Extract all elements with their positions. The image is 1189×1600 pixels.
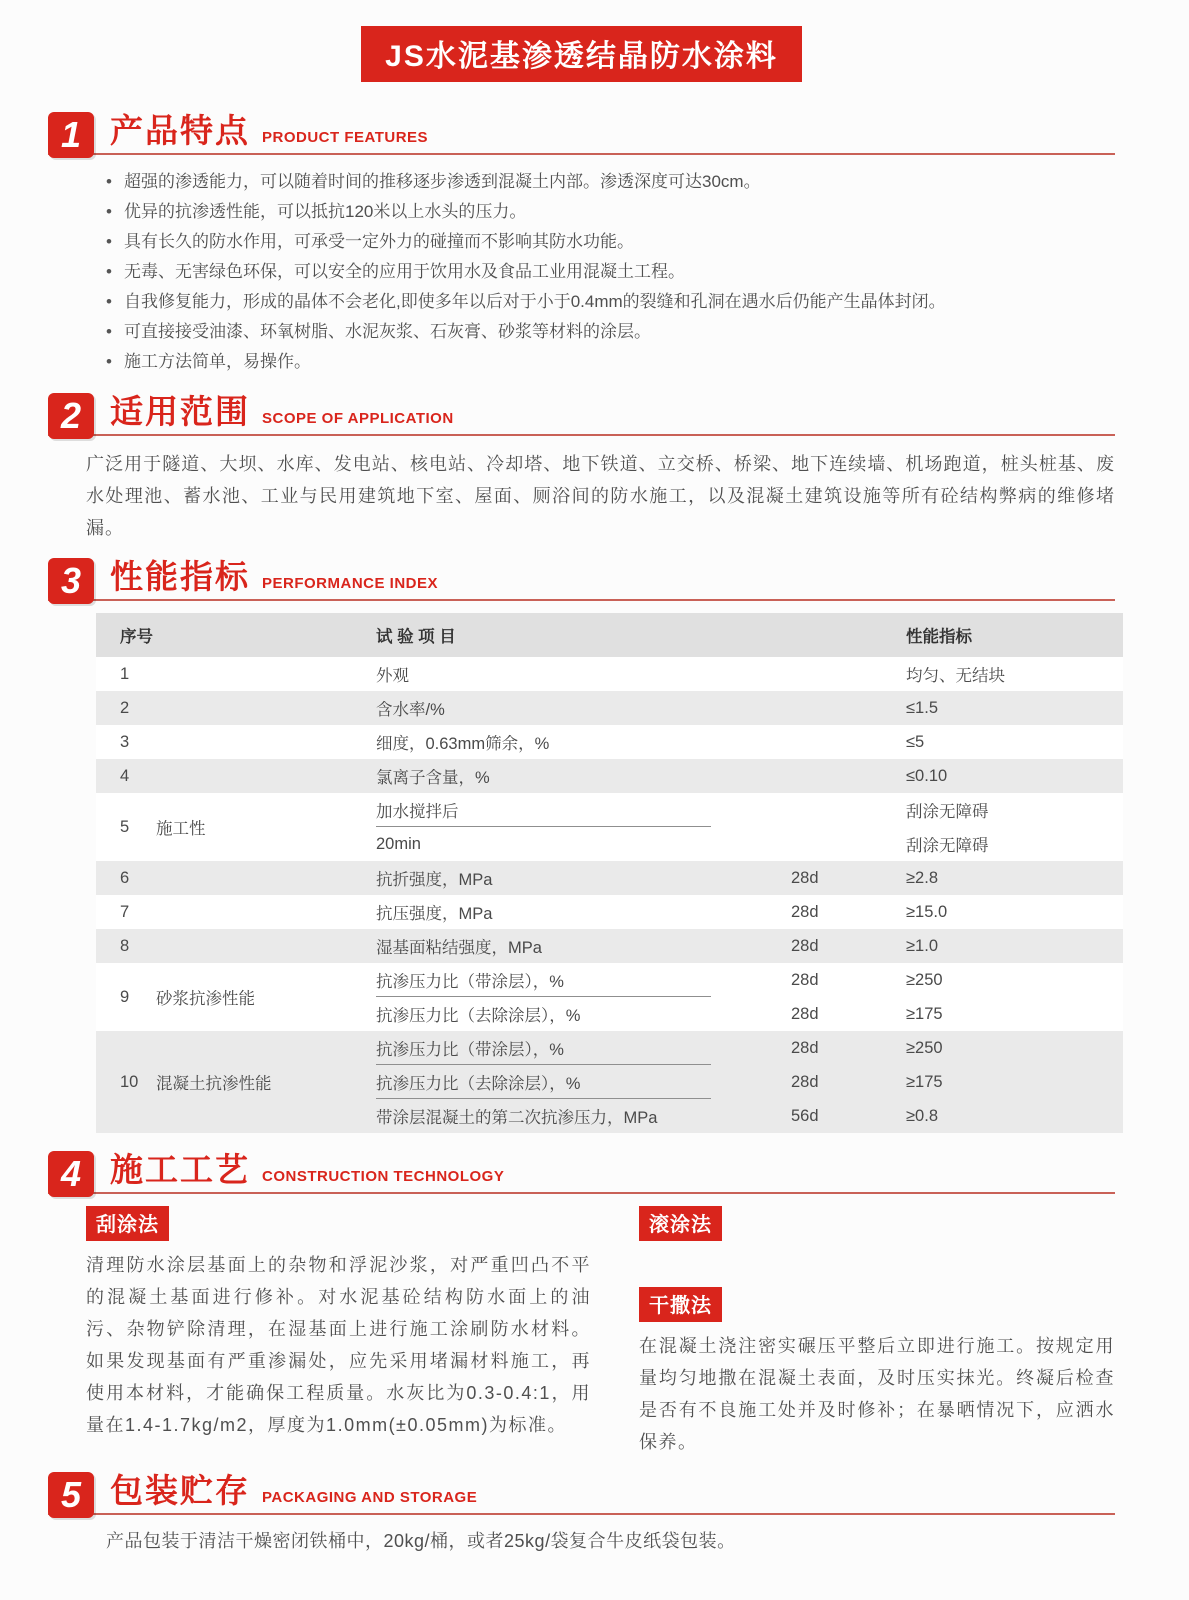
row-item-line <box>376 1031 1123 1065</box>
table-row <box>96 657 1123 691</box>
age-cell: 28d <box>791 1072 819 1091</box>
row-items <box>376 895 1123 929</box>
feature-item: • 可直接接受油漆、环氧树脂、水泥灰浆、石灰膏、砂浆等材料的涂层。 <box>106 317 1115 347</box>
row-items <box>376 1031 1123 1133</box>
row-number-cell: 6 <box>120 868 130 887</box>
section-title: 施工工艺 <box>110 1151 250 1188</box>
row-items <box>376 691 1123 725</box>
index-value-cell: ≤5 <box>906 732 925 751</box>
row-items <box>376 725 1123 759</box>
row-items <box>376 929 1123 963</box>
row-item-line <box>376 759 1123 793</box>
index-value-cell: ≥175 <box>906 1004 943 1023</box>
age-cell <box>791 657 906 691</box>
row-group-cell <box>156 895 376 929</box>
section-number-badge: 2 <box>48 393 94 439</box>
age-cell <box>791 827 906 861</box>
test-item-cell: 加水搅拌后 <box>376 793 791 827</box>
method-roll-dry <box>639 1206 1115 1458</box>
row-item-line <box>376 657 1123 691</box>
age-cell: 28d <box>791 936 819 955</box>
section-subtitle: PACKAGING AND STORAGE <box>262 1489 478 1506</box>
section-title: 性能指标 <box>110 558 250 595</box>
row-item-line <box>376 691 1123 725</box>
row-item-line <box>376 1065 1123 1099</box>
row-group-cell <box>156 691 376 725</box>
row-item-line <box>376 827 1123 861</box>
test-item-cell: 抗压强度，MPa <box>376 905 493 923</box>
row-item-line <box>376 997 1123 1031</box>
test-item-cell: 氯离子含量，% <box>376 769 490 787</box>
age-cell <box>791 725 906 759</box>
table-row <box>96 895 1123 929</box>
dry-method-text: 在混凝土浇注密实碾压平整后立即进行施工。按规定用量均匀地撒在混凝土表面，及时压实抹光。终凝后检查是否有不良施工处并及时修补；在暴晒情况下，应洒水保养。 <box>639 1336 1115 1452</box>
row-group-cell: 砂浆抗渗性能 <box>156 990 255 1008</box>
section-title: 适用范围 <box>110 393 250 430</box>
row-number-cell: 2 <box>120 698 130 717</box>
index-value-cell: 刮涂无障碍 <box>906 803 989 821</box>
scope-paragraph: 广泛用于隧道、大坝、水库、发电站、核电站、冷却塔、地下铁道、立交桥、桥梁、地下连续墙、机场跑道，桩头桩基、废水处理池、蓄水池、工业与民用建筑地下室、屋面、厕浴间的防水施工，以及混凝土建筑设施等所有砼结构弊病的维修堵漏。 <box>86 454 1115 538</box>
test-item-cell: 外观 <box>376 667 409 685</box>
section-subtitle: CONSTRUCTION TECHNOLOGY <box>262 1168 505 1185</box>
table-row <box>96 861 1123 895</box>
index-value-cell: 均匀、无结块 <box>906 667 1005 685</box>
table-row <box>96 759 1123 793</box>
test-item-cell: 湿基面粘结强度，MPa <box>376 939 542 957</box>
index-value-cell: ≥1.0 <box>906 936 938 955</box>
section-header-packaging <box>48 1472 1115 1515</box>
age-cell: 28d <box>791 868 819 887</box>
section-header-performance <box>48 558 1115 601</box>
test-item-cell: 抗渗压力比（带涂层），% <box>376 1031 791 1065</box>
table-row <box>96 963 1123 1031</box>
test-item-cell: 细度，0.63mm筛余，% <box>376 735 550 753</box>
row-items <box>376 861 1123 895</box>
row-number-cell: 10 <box>120 1072 139 1091</box>
index-value-cell: 刮涂无障碍 <box>906 837 989 855</box>
test-item-cell: 抗渗压力比（去除涂层），% <box>376 1007 581 1025</box>
column-header-test: 试 验 项 目 <box>376 628 456 646</box>
test-item-cell: 抗渗压力比（带涂层），% <box>376 963 791 997</box>
age-cell <box>791 759 906 793</box>
index-value-cell: ≥2.8 <box>906 868 938 887</box>
table-row <box>96 691 1123 725</box>
age-cell <box>791 691 906 725</box>
row-items <box>376 963 1123 1031</box>
row-item-line <box>376 725 1123 759</box>
index-value-cell: ≥0.8 <box>906 1106 938 1125</box>
table-body <box>96 657 1123 1133</box>
section-header-scope <box>48 393 1115 436</box>
feature-item: • 具有长久的防水作用，可承受一定外力的碰撞而不影响其防水功能。 <box>106 227 1115 257</box>
age-cell: 28d <box>791 1004 819 1023</box>
test-item-cell: 抗折强度，MPa <box>376 871 493 889</box>
row-number-cell: 5 <box>120 817 130 836</box>
test-item-cell: 抗渗压力比（去除涂层），% <box>376 1065 791 1099</box>
scrape-method-badge: 刮涂法 <box>86 1206 169 1241</box>
row-item-line <box>376 793 1123 827</box>
column-header-no: 序号 <box>120 628 153 646</box>
age-cell: 28d <box>791 1038 819 1057</box>
method-scrape <box>86 1206 591 1458</box>
index-value-cell: ≥175 <box>906 1072 943 1091</box>
column-header-index: 性能指标 <box>906 628 972 646</box>
index-value-cell: ≤0.10 <box>906 766 948 785</box>
table-row <box>96 793 1123 861</box>
age-cell <box>791 793 906 827</box>
page-title: JS水泥基渗透结晶防水涂料 <box>361 26 802 82</box>
row-items <box>376 759 1123 793</box>
row-group-cell <box>156 861 376 895</box>
section-number-badge: 1 <box>48 112 94 158</box>
row-item-line <box>376 963 1123 997</box>
spacer <box>639 1241 1115 1287</box>
test-item-cell: 20min <box>376 834 421 853</box>
section-title: 包装贮存 <box>110 1472 250 1509</box>
row-number-cell: 8 <box>120 936 130 955</box>
section-subtitle: SCOPE OF APPLICATION <box>262 410 454 427</box>
section-subtitle: PERFORMANCE INDEX <box>262 575 439 592</box>
performance-table <box>96 613 1123 1133</box>
index-value-cell: ≤1.5 <box>906 698 938 717</box>
age-cell: 28d <box>791 970 819 989</box>
dry-method-badge: 干撒法 <box>639 1287 722 1322</box>
construction-methods <box>86 1206 1115 1458</box>
row-group-cell <box>156 725 376 759</box>
feature-item: • 施工方法简单，易操作。 <box>106 347 1115 377</box>
section-header-features <box>48 112 1115 155</box>
age-cell: 28d <box>791 902 819 921</box>
index-value-cell: ≥250 <box>906 970 943 989</box>
section-number-badge: 5 <box>48 1472 94 1518</box>
feature-item: • 自我修复能力，形成的晶体不会老化,即使多年以后对于小于0.4mm的裂缝和孔洞在遇水后仍能产生晶体封闭。 <box>106 287 1115 317</box>
feature-item: • 无毒、无害绿色环保，可以安全的应用于饮用水及食品工业用混凝土工程。 <box>106 257 1115 287</box>
row-item-line <box>376 861 1123 895</box>
table-header-row <box>96 613 1123 657</box>
feature-item: • 超强的渗透能力，可以随着时间的推移逐步渗透到混凝土内部。渗透深度可达30cm。 <box>106 167 1115 197</box>
section-number-badge: 4 <box>48 1151 94 1197</box>
test-item-cell: 含水率/% <box>376 701 445 719</box>
roll-method-badge: 滚涂法 <box>639 1206 722 1241</box>
age-cell: 56d <box>791 1106 819 1125</box>
table-row <box>96 929 1123 963</box>
row-group-cell <box>156 657 376 691</box>
row-number-cell: 7 <box>120 902 130 921</box>
table-row <box>96 725 1123 759</box>
feature-item: • 优异的抗渗透性能，可以抵抗120米以上水头的压力。 <box>106 197 1115 227</box>
row-group-cell <box>156 929 376 963</box>
row-group-cell <box>156 759 376 793</box>
section-header-construction <box>48 1151 1115 1194</box>
table-row <box>96 1031 1123 1133</box>
index-value-cell: ≥250 <box>906 1038 943 1057</box>
row-number-cell: 9 <box>120 987 130 1006</box>
row-number-cell: 3 <box>120 732 130 751</box>
row-items <box>376 793 1123 861</box>
row-number-cell: 4 <box>120 766 130 785</box>
row-item-line <box>376 895 1123 929</box>
row-group-cell: 施工性 <box>156 820 206 838</box>
section-title: 产品特点 <box>110 112 250 149</box>
packaging-paragraph: 产品包装于清洁干燥密闭铁桶中，20kg/桶，或者25kg/袋复合牛皮纸袋包装。 <box>106 1531 736 1551</box>
row-group-cell: 混凝土抗渗性能 <box>156 1075 272 1093</box>
test-item-cell: 带涂层混凝土的第二次抗渗压力，MPa <box>376 1109 658 1127</box>
section-subtitle: PRODUCT FEATURES <box>262 129 429 146</box>
row-item-line <box>376 929 1123 963</box>
scrape-method-text: 清理防水涂层基面上的杂物和浮泥沙浆，对严重凹凸不平的混凝土基面进行修补。对水泥基砼结构防水面上的油污、杂物铲除清理，在湿基面上进行施工涂刷防水材料。如果发现基面有严重渗漏处，应先采用堵漏材料施工，再使用本材料，才能确保工程质量。水灰比为0.3-0.4:1，用量在1.4-1.7kg/m2，厚度为1.0mm(±0.05mm)为标准。 <box>86 1255 591 1435</box>
feature-list <box>48 167 1115 377</box>
index-value-cell: ≥15.0 <box>906 902 948 921</box>
row-number-cell: 1 <box>120 664 130 683</box>
row-item-line <box>376 1099 1123 1133</box>
row-items <box>376 657 1123 691</box>
section-number-badge: 3 <box>48 558 94 604</box>
